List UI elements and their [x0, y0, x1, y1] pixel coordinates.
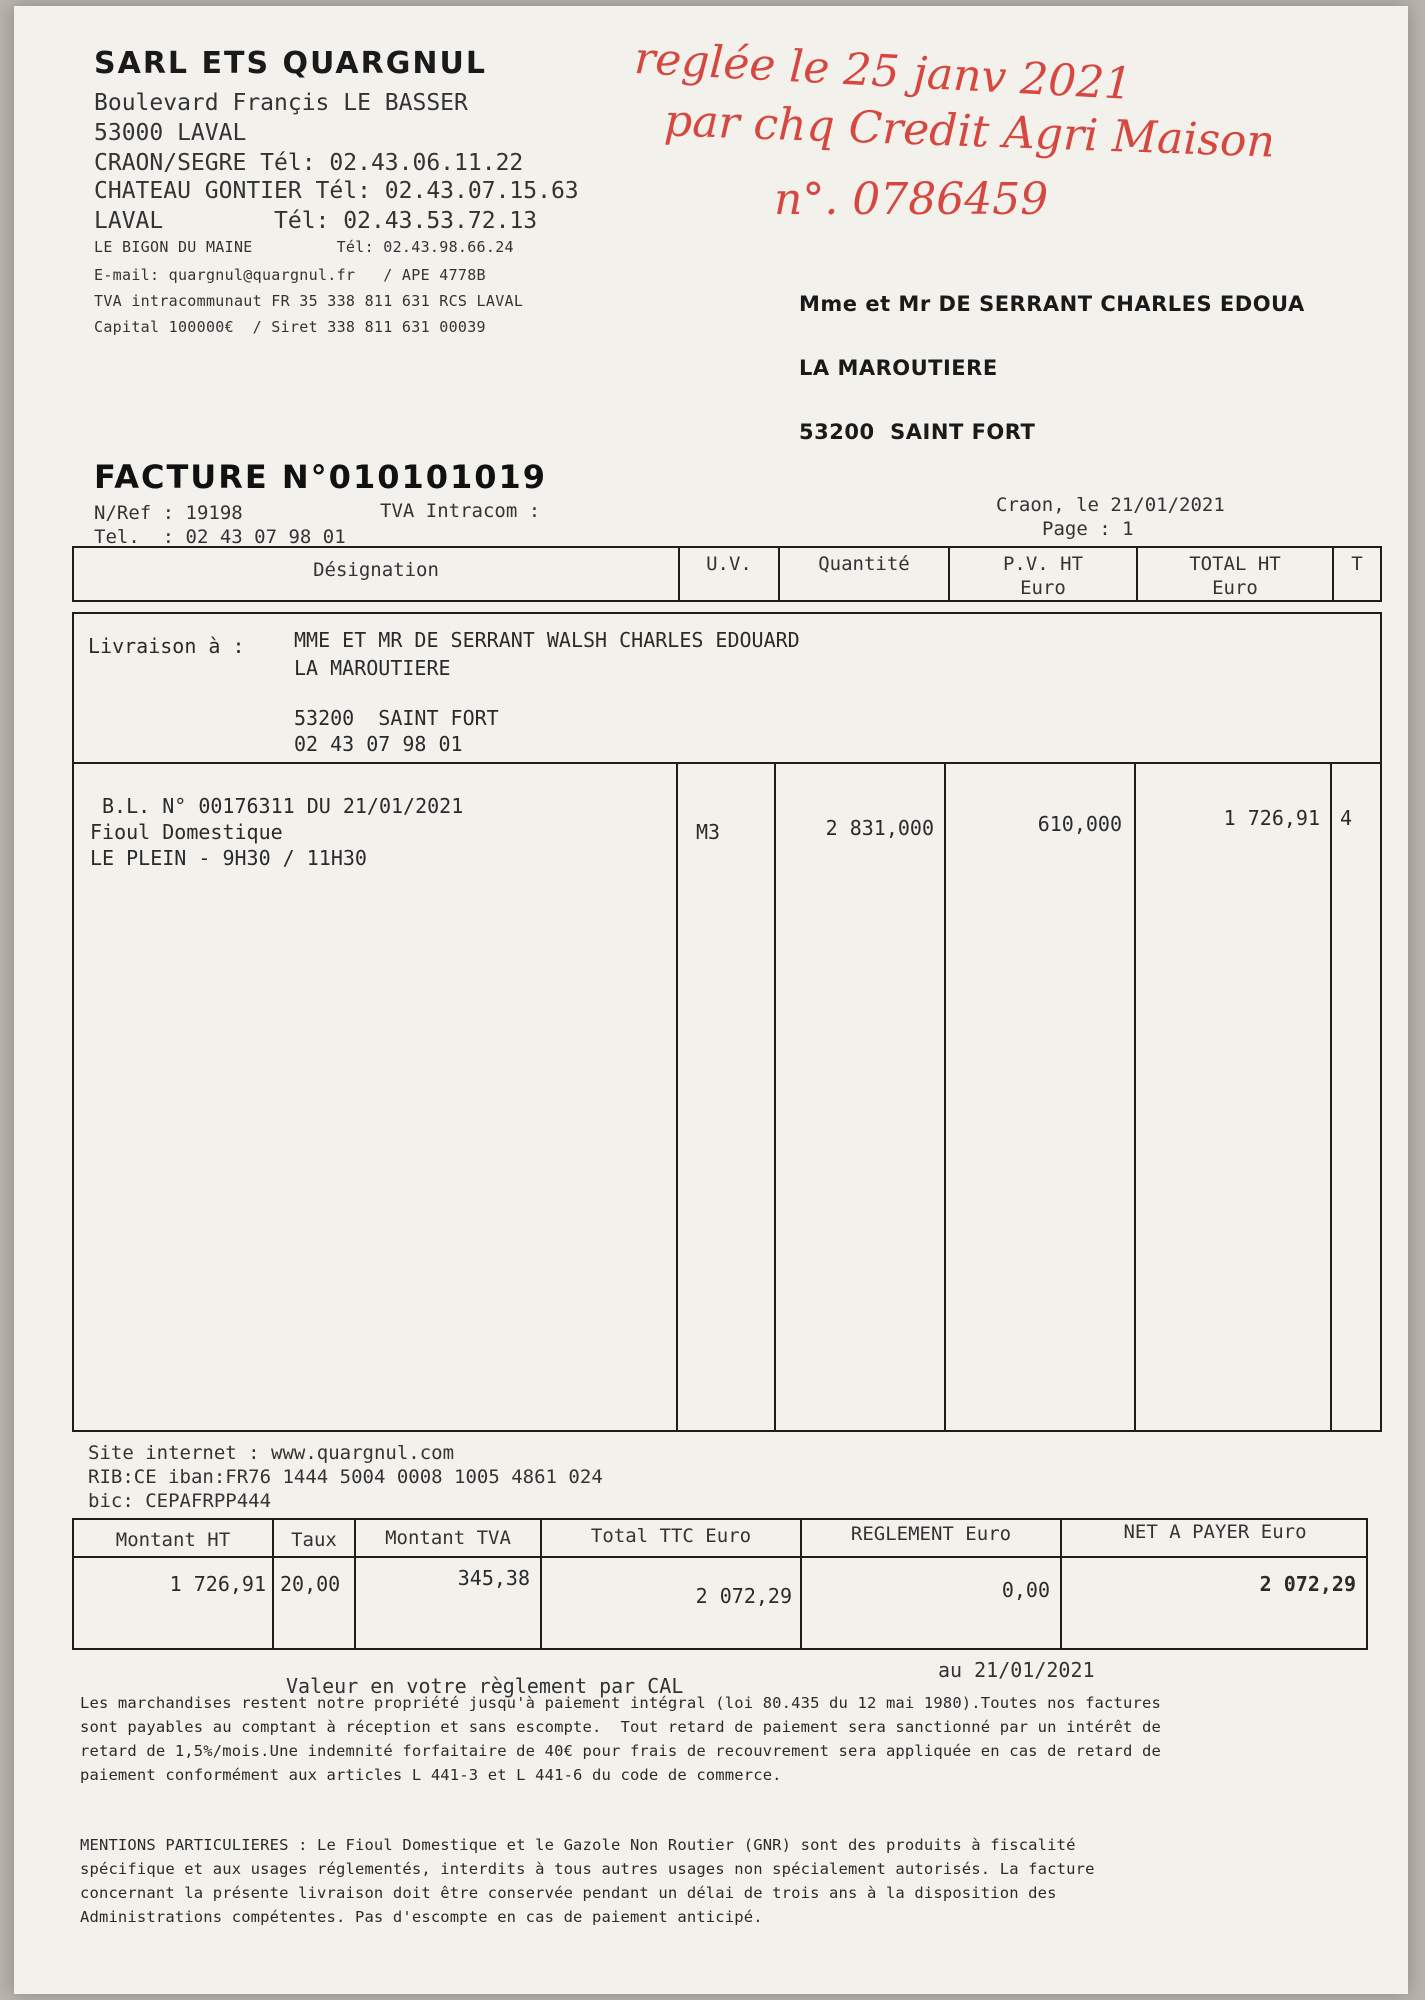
- totals-value-net: 2 072,29: [1259, 1572, 1356, 1596]
- company-phone-laval: LAVAL Tél: 02.43.53.72.13: [94, 208, 538, 234]
- header-quantite: Quantité: [818, 553, 910, 575]
- line-product: Fioul Domestique: [90, 820, 283, 844]
- header-designation: Désignation: [313, 559, 439, 581]
- line-bl-number: B.L. N° 00176311 DU 21/01/2021: [102, 794, 464, 818]
- delivery-address: LA MAROUTIERE: [294, 656, 451, 680]
- payment-text: Valeur en votre règlement par CAL: [286, 1674, 684, 1698]
- invoice-ref: N/Ref : 19198: [94, 502, 243, 524]
- totals-header-taux: Taux: [291, 1529, 337, 1551]
- totals-value-taux: 20,00: [280, 1572, 341, 1596]
- totals-header-ttc: Total TTC Euro: [590, 1525, 752, 1547]
- invoice-tel: Tel. : 02 43 07 98 01: [94, 526, 346, 548]
- totals-value-tva: 345,38: [457, 1566, 530, 1590]
- header-t: T: [1351, 553, 1363, 575]
- recipient-address: LA MAROUTIERE: [799, 356, 998, 380]
- invoice-date: Craon, le 21/01/2021: [996, 494, 1225, 516]
- line-quantite: 2 831,000: [825, 816, 934, 840]
- handwritten-payment-method: par chq Credit Agri Maison: [663, 95, 1276, 168]
- header-pv: P.V. HT Euro: [1002, 553, 1084, 599]
- invoice-tva: TVA Intracom :: [380, 500, 541, 522]
- table-body: [72, 612, 1382, 1432]
- line-total: 1 726,91: [1223, 806, 1320, 830]
- totals-value-ttc: 2 072,29: [695, 1584, 792, 1608]
- totals-header-tva: Montant TVA: [385, 1527, 511, 1549]
- invoice-paper: [14, 6, 1408, 1994]
- recipient-name: Mme et Mr DE SERRANT CHARLES EDOUA: [799, 292, 1305, 316]
- handwritten-cheque-number: n°. 0786459: [774, 174, 1049, 225]
- company-phone-chateau: CHATEAU GONTIER Tél: 02.43.07.15.63: [94, 178, 579, 204]
- totals-value-reglement: 0,00: [1001, 1578, 1050, 1602]
- mentions-line: MENTIONS PARTICULIERES : Le Fioul Domestique et le Gazole Non Routier (GNR) sont des produits à fiscalité: [80, 1836, 1076, 1854]
- company-small-line: LE BIGON DU MAINE Tél: 02.43.98.66.24: [94, 238, 514, 256]
- line-schedule: LE PLEIN - 9H30 / 11H30: [90, 846, 367, 870]
- line-uv: M3: [696, 820, 721, 844]
- company-name: SARL ETS QUARGNUL: [94, 46, 487, 81]
- legal-line: sont payables au comptant à réception et sans escompte. Tout retard de paiement sera sanctionné par un intérêt de: [80, 1718, 1161, 1736]
- header-total: TOTAL HT Euro: [1189, 553, 1281, 599]
- header-uv: U.V.: [706, 553, 752, 575]
- company-capital-line: Capital 100000€ / Siret 338 811 631 00039: [94, 318, 486, 336]
- mentions-line: Administrations compétentes. Pas d'escompte en cas de paiement anticipé.: [80, 1908, 763, 1926]
- totals-value-ht: 1 726,91: [169, 1572, 266, 1596]
- company-email-line: E-mail: quargnul@quargnul.fr / APE 4778B: [94, 266, 486, 284]
- legal-line: paiement conformément aux articles L 441-3 et L 441-6 du code de commerce.: [80, 1766, 782, 1784]
- legal-line: Les marchandises restent notre propriété jusqu'à paiement intégral (loi 80.435 du 12 mai 1980).Toutes nos factures: [80, 1694, 1161, 1712]
- delivery-city: 53200 SAINT FORT: [294, 706, 499, 730]
- delivery-name: MME ET MR DE SERRANT WALSH CHARLES EDOUARD: [294, 628, 800, 652]
- payment-date: au 21/01/2021: [938, 1658, 1095, 1682]
- bic-line: bic: CEPAFRPP444: [88, 1490, 272, 1512]
- totals-header-ht: Montant HT: [115, 1529, 231, 1551]
- line-t: 4: [1340, 806, 1353, 830]
- company-phone-craon: CRAON/SEGRE Tél: 02.43.06.11.22: [94, 150, 524, 176]
- website-line: Site internet : www.quargnul.com: [88, 1442, 455, 1464]
- recipient-city: 53200 SAINT FORT: [799, 420, 1036, 444]
- totals-header-reglement: REGLEMENT Euro: [850, 1523, 1012, 1545]
- mentions-line: spécifique et aux usages réglementés, interdits à tous autres usages non spécialement autorisés. La facture: [80, 1860, 1095, 1878]
- invoice-page: Page : 1: [1042, 518, 1134, 540]
- company-city-line: 53000 LAVAL: [94, 120, 247, 146]
- rib-line: RIB:CE iban:FR76 1444 5004 0008 1005 4861 024: [88, 1466, 603, 1488]
- handwritten-paid-date: reglée le 25 janv 2021: [633, 32, 1134, 111]
- legal-line: retard de 1,5%/mois.Une indemnité forfaitaire de 40€ pour frais de recouvrement sera appliquée en cas de retard de: [80, 1742, 1161, 1760]
- delivery-label: Livraison à :: [88, 634, 245, 658]
- company-tva-line: TVA intracommunaut FR 35 338 811 631 RCS LAVAL: [94, 292, 524, 310]
- delivery-phone: 02 43 07 98 01: [294, 732, 463, 756]
- line-pv: 610,000: [1037, 812, 1122, 836]
- company-address-line: Boulevard Françis LE BASSER: [94, 90, 468, 116]
- mentions-line: concernant la présente livraison doit être conservée pendant un délai de trois ans à la disposition des: [80, 1884, 1057, 1902]
- invoice-title: FACTURE N°010101019: [94, 458, 548, 496]
- totals-header-net: NET A PAYER Euro: [1123, 1521, 1307, 1543]
